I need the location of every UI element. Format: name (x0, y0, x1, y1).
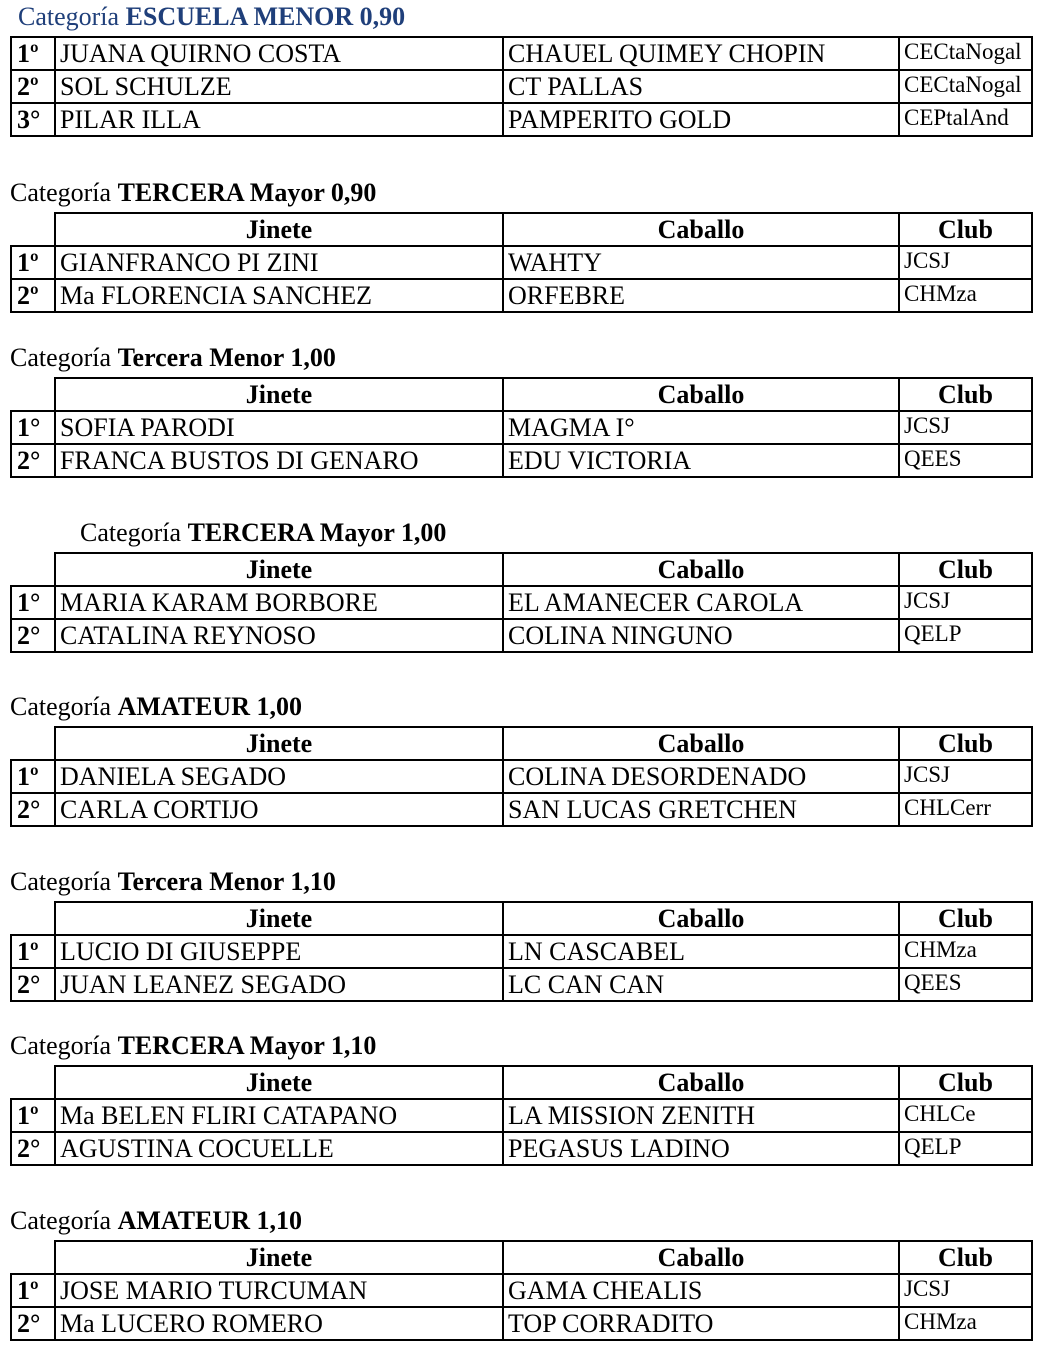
horse-cell: COLINA NINGUNO (503, 619, 899, 652)
club-cell: CHLCerr (899, 793, 1032, 826)
rider-cell: JUANA QUIRNO COSTA (55, 37, 503, 70)
header-empty-cell (11, 902, 55, 935)
horse-cell: PAMPERITO GOLD (503, 103, 899, 136)
header-horse: Caballo (503, 553, 899, 586)
rider-cell: Ma BELEN FLIRI CATAPANO (55, 1099, 503, 1132)
header-horse: Caballo (503, 378, 899, 411)
header-club: Club (899, 727, 1032, 760)
header-club: Club (899, 902, 1032, 935)
header-empty-cell (11, 378, 55, 411)
table-row (11, 411, 1032, 444)
category-title (0, 343, 1043, 373)
position-cell: 2° (11, 968, 55, 1001)
horse-cell: EL AMANECER CAROLA (503, 586, 899, 619)
header-horse: Caballo (503, 902, 899, 935)
position-cell: 2° (11, 1132, 55, 1165)
position-cell: 2º (11, 279, 55, 312)
header-empty-cell (11, 727, 55, 760)
table-row (11, 70, 1032, 103)
position-cell: 2º (11, 70, 55, 103)
rider-cell: CARLA CORTIJO (55, 793, 503, 826)
category-section (0, 518, 1043, 653)
club-cell: JCSJ (899, 1274, 1032, 1307)
table-header-row (11, 727, 1032, 760)
horse-cell: WAHTY (503, 246, 899, 279)
club-cell: CHMza (899, 279, 1032, 312)
category-section (0, 867, 1043, 1002)
category-prefix: Categoría (10, 1206, 112, 1235)
position-cell: 2° (11, 619, 55, 652)
table-row (11, 246, 1032, 279)
header-rider: Jinete (55, 553, 503, 586)
category-name: TERCERA Mayor 0,90 (117, 178, 377, 207)
club-cell: CECtaNogal (899, 70, 1032, 103)
horse-cell: ORFEBRE (503, 279, 899, 312)
table-row (11, 1099, 1032, 1132)
category-title (0, 1206, 1043, 1236)
category-prefix: Categoría (10, 178, 112, 207)
club-cell: CHMza (899, 935, 1032, 968)
category-name: TERCERA Mayor 1,00 (187, 518, 447, 547)
table-row (11, 103, 1032, 136)
rider-cell: Ma LUCERO ROMERO (55, 1307, 503, 1340)
position-cell: 1º (11, 37, 55, 70)
header-rider: Jinete (55, 378, 503, 411)
rider-cell: SOFIA PARODI (55, 411, 503, 444)
club-cell: QEES (899, 968, 1032, 1001)
results-table (10, 1065, 1033, 1166)
results-table (10, 377, 1033, 478)
header-club: Club (899, 1066, 1032, 1099)
table-header-row (11, 902, 1032, 935)
results-table (10, 901, 1033, 1002)
category-name: ESCUELA MENOR 0,90 (125, 2, 406, 31)
header-club: Club (899, 1241, 1032, 1274)
position-cell: 1º (11, 1099, 55, 1132)
club-cell: JCSJ (899, 760, 1032, 793)
category-title (0, 2, 1043, 32)
rider-cell: GIANFRANCO PI ZINI (55, 246, 503, 279)
table-row (11, 1274, 1032, 1307)
category-prefix: Categoría (10, 1031, 112, 1060)
table-row (11, 279, 1032, 312)
table-header-row (11, 378, 1032, 411)
rider-cell: FRANCA BUSTOS DI GENARO (55, 444, 503, 477)
rider-cell: SOL SCHULZE (55, 70, 503, 103)
category-title (0, 1031, 1043, 1061)
results-table (10, 212, 1033, 313)
club-cell: QELP (899, 619, 1032, 652)
club-cell: CHMza (899, 1307, 1032, 1340)
rider-cell: PILAR ILLA (55, 103, 503, 136)
table-row (11, 760, 1032, 793)
rider-cell: CATALINA REYNOSO (55, 619, 503, 652)
category-name: TERCERA Mayor 1,10 (117, 1031, 377, 1060)
horse-cell: LA MISSION ZENITH (503, 1099, 899, 1132)
category-title (0, 692, 1043, 722)
position-cell: 2° (11, 444, 55, 477)
horse-cell: TOP CORRADITO (503, 1307, 899, 1340)
table-row (11, 793, 1032, 826)
position-cell: 1° (11, 411, 55, 444)
club-cell: CECtaNogal (899, 37, 1032, 70)
header-horse: Caballo (503, 1066, 899, 1099)
rider-cell: AGUSTINA COCUELLE (55, 1132, 503, 1165)
table-row (11, 444, 1032, 477)
rider-cell: MARIA KARAM BORBORE (55, 586, 503, 619)
category-name: AMATEUR 1,00 (117, 692, 302, 721)
table-row (11, 619, 1032, 652)
club-cell: JCSJ (899, 411, 1032, 444)
category-section (0, 2, 1043, 137)
category-section (0, 1031, 1043, 1166)
rider-cell: LUCIO DI GIUSEPPE (55, 935, 503, 968)
table-header-row (11, 553, 1032, 586)
header-horse: Caballo (503, 213, 899, 246)
horse-cell: SAN LUCAS GRETCHEN (503, 793, 899, 826)
category-title (0, 867, 1043, 897)
rider-cell: JOSE MARIO TURCUMAN (55, 1274, 503, 1307)
header-empty-cell (11, 213, 55, 246)
category-prefix: Categoría (10, 692, 112, 721)
header-club: Club (899, 553, 1032, 586)
position-cell: 1º (11, 760, 55, 793)
horse-cell: COLINA DESORDENADO (503, 760, 899, 793)
position-cell: 2° (11, 793, 55, 826)
rider-cell: DANIELA SEGADO (55, 760, 503, 793)
header-rider: Jinete (55, 1241, 503, 1274)
category-section (0, 692, 1043, 827)
table-header-row (11, 213, 1032, 246)
position-cell: 3° (11, 103, 55, 136)
category-prefix: Categoría (10, 867, 112, 896)
category-name: Tercera Menor 1,10 (117, 867, 336, 896)
horse-cell: LC CAN CAN (503, 968, 899, 1001)
category-section (0, 343, 1043, 478)
table-row (11, 37, 1032, 70)
results-table (10, 726, 1033, 827)
position-cell: 2° (11, 1307, 55, 1340)
category-name: AMATEUR 1,10 (117, 1206, 302, 1235)
category-prefix: Categoría (80, 518, 182, 547)
horse-cell: MAGMA I° (503, 411, 899, 444)
club-cell: JCSJ (899, 246, 1032, 279)
header-club: Club (899, 213, 1032, 246)
position-cell: 1° (11, 586, 55, 619)
horse-cell: GAMA CHEALIS (503, 1274, 899, 1307)
table-row (11, 935, 1032, 968)
horse-cell: PEGASUS LADINO (503, 1132, 899, 1165)
table-row (11, 1132, 1032, 1165)
horse-cell: CHAUEL QUIMEY CHOPIN (503, 37, 899, 70)
horse-cell: LN CASCABEL (503, 935, 899, 968)
table-header-row (11, 1066, 1032, 1099)
results-table (10, 1240, 1033, 1341)
rider-cell: JUAN LEANEZ SEGADO (55, 968, 503, 1001)
category-section (0, 178, 1043, 313)
club-cell: JCSJ (899, 586, 1032, 619)
horse-cell: EDU VICTORIA (503, 444, 899, 477)
header-empty-cell (11, 553, 55, 586)
club-cell: QEES (899, 444, 1032, 477)
table-row (11, 1307, 1032, 1340)
position-cell: 1º (11, 246, 55, 279)
results-table (10, 552, 1033, 653)
category-prefix: Categoría (18, 2, 120, 31)
header-empty-cell (11, 1241, 55, 1274)
header-empty-cell (11, 1066, 55, 1099)
rider-cell: Ma FLORENCIA SANCHEZ (55, 279, 503, 312)
category-title (0, 518, 1043, 548)
position-cell: 1º (11, 1274, 55, 1307)
results-table (10, 36, 1033, 137)
table-row (11, 968, 1032, 1001)
club-cell: CHLCe (899, 1099, 1032, 1132)
club-cell: QELP (899, 1132, 1032, 1165)
category-title (0, 178, 1043, 208)
header-rider: Jinete (55, 902, 503, 935)
category-section (0, 1206, 1043, 1341)
position-cell: 1º (11, 935, 55, 968)
header-rider: Jinete (55, 1066, 503, 1099)
header-rider: Jinete (55, 727, 503, 760)
header-horse: Caballo (503, 1241, 899, 1274)
table-header-row (11, 1241, 1032, 1274)
header-horse: Caballo (503, 727, 899, 760)
header-club: Club (899, 378, 1032, 411)
table-row (11, 586, 1032, 619)
category-prefix: Categoría (10, 343, 112, 372)
club-cell: CEPtalAnd (899, 103, 1032, 136)
horse-cell: CT PALLAS (503, 70, 899, 103)
header-rider: Jinete (55, 213, 503, 246)
category-name: Tercera Menor 1,00 (117, 343, 336, 372)
